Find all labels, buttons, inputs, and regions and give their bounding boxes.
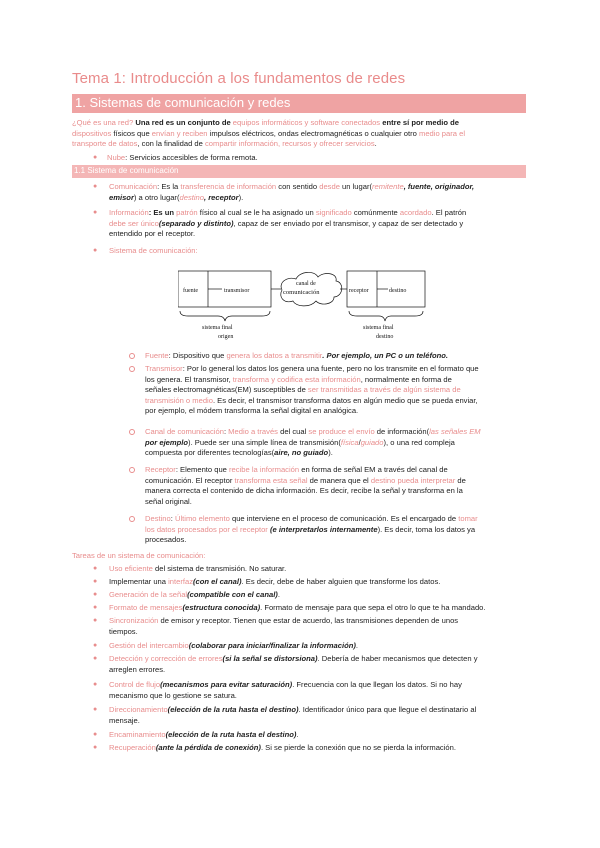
diagram-sistema-destino-2: destino: [376, 334, 394, 340]
canal-text: por ejemplo: [145, 437, 189, 447]
tarea-item: [109, 564, 526, 575]
tarea-text: (elección de la ruta hasta el destino): [167, 705, 299, 714]
circle-bullet-icon: [129, 467, 135, 473]
diagram-fuente: fuente: [183, 288, 198, 294]
tarea-text: . Frecuencia con la que llegan los datos. Si no hay: [292, 680, 462, 689]
diagram-sistema-origen-2: origen: [218, 334, 234, 340]
diagram-canal-2: comunicación: [283, 289, 320, 296]
informacion-highlight: acordado: [399, 208, 432, 217]
tarea-text: mensaje.: [109, 715, 140, 725]
tarea-item: [109, 603, 526, 614]
intro-highlight: medio para el: [419, 128, 466, 138]
tarea-item: [109, 680, 526, 701]
tarea-item: [109, 577, 526, 588]
comunicacion-text: ) a otro lugar(: [133, 192, 180, 202]
receptor-text: : Elemento que: [175, 465, 230, 474]
tarea-text: (colaborar para iniciar/finalizar la información): [188, 641, 356, 650]
tarea-text: (elección de la ruta hasta el destino): [165, 730, 297, 739]
fuente-item: [145, 351, 526, 362]
diagram-transmisor: transmisor: [224, 288, 250, 294]
bullet-icon: ●: [93, 681, 98, 688]
tarea-item: [109, 730, 526, 741]
receptor-label: Receptor: [145, 465, 176, 474]
circle-bullet-icon: [129, 366, 135, 372]
bullet-icon: ●: [93, 604, 98, 611]
comunicacion-highlight: remitente: [372, 182, 404, 191]
nube-label: Nube: [107, 153, 126, 162]
tarea-text: arreglen errores.: [109, 664, 166, 674]
comunicacion-label: Comunicación: [109, 182, 158, 191]
canal-highlight: las señales EM: [429, 427, 481, 436]
bullet-icon: ●: [93, 565, 98, 572]
canal-highlight: guiado: [360, 437, 384, 447]
tarea-label: Detección y corrección de errores: [109, 654, 223, 663]
bullet-icon: ●: [93, 706, 98, 713]
comunicacion-item: [109, 182, 526, 203]
tarea-item: [109, 616, 526, 637]
canal-text: de información(: [374, 427, 430, 436]
canal-label: Canal de comunicación: [145, 427, 224, 436]
comunicacion-text: con sentido: [276, 182, 320, 191]
comunicacion-highlight: desde: [319, 182, 340, 191]
comunicacion-highlight: transferencia de información: [180, 182, 277, 191]
diagram-destino: destino: [389, 288, 407, 294]
canal-text: ). Puede ser una simple línea de transmisión(: [188, 437, 341, 447]
fuente-label: Fuente: [145, 351, 169, 360]
informacion-text: : Es un: [148, 208, 177, 217]
receptor-highlight: destino pueda interpretar: [370, 475, 456, 485]
tarea-text: . Identificador único para que llegue el destinatario al: [298, 705, 477, 714]
informacion-highlight: significado: [315, 208, 352, 217]
intro-text: entre sí por medio de: [380, 118, 460, 127]
diagram-receptor: receptor: [349, 288, 369, 294]
transmisor-text: , normalmente en forma de: [360, 374, 452, 384]
fuente-text: : Dispositivo que: [168, 351, 227, 360]
informacion-text: . El patrón: [431, 208, 467, 217]
diagram-sistema-destino-1: sistema final: [363, 325, 394, 331]
informacion-text: , capaz de ser enviado por el transmisor, y capaz de ser detectado y: [233, 218, 464, 228]
intro-highlight: transporte de datos: [72, 139, 138, 149]
subsection-heading: 1.1 Sistema de comunicación: [74, 166, 179, 175]
intro-text: impulsos eléctricos, ondas electromagnéticas o cualquier otro: [207, 128, 419, 138]
bullet-icon: ●: [93, 209, 98, 216]
intro-highlight: compartir información, recursos y ofrecer servicios: [204, 139, 375, 149]
tarea-text: tiempos.: [109, 626, 138, 636]
tarea-label: interfaz: [168, 577, 193, 586]
tarea-item: [109, 641, 526, 652]
tarea-label: Sincronización: [109, 616, 159, 625]
receptor-text: comunicación. El receptor: [145, 475, 235, 485]
destino-highlight: Último elemento: [174, 514, 230, 523]
transmisor-item: [145, 364, 526, 417]
subsection-heading-band: [72, 165, 526, 178]
receptor-item: [145, 465, 526, 507]
brace-destination: [349, 311, 423, 321]
destino-text: ). Es decir, toma los datos ya: [377, 524, 476, 534]
transmisor-label: Transmisor: [145, 364, 183, 373]
tarea-text: del sistema de transmisión. No saturar.: [152, 564, 287, 573]
informacion-text: comúnmente: [351, 208, 400, 217]
informacion-item: [109, 208, 526, 240]
bullet-icon: ●: [93, 578, 98, 585]
tarea-text: .: [355, 641, 359, 650]
tarea-text: . Formato de mensaje para que sepa el otro lo que te ha mandado.: [260, 603, 486, 612]
intro-text: Una red es un conjunto de: [133, 118, 233, 127]
circle-bullet-icon: [129, 516, 135, 522]
bullet-icon: ●: [93, 247, 98, 254]
receptor-text: de manera que el: [307, 475, 371, 485]
destino-highlight: los datos procesados por el receptor: [145, 524, 268, 534]
canal-text: compuesta por diferentes tecnologías(: [145, 448, 275, 458]
fuente-text: . Por ejemplo, un PC o un teléfono.: [322, 351, 449, 360]
intro-text: físicos que: [111, 128, 152, 138]
receptor-highlight: transforma esta señal: [234, 475, 308, 485]
bullet-icon: ●: [93, 731, 98, 738]
tarea-text: de emisor y receptor. Tienen que estar de acuerdo, las transmisiones dependen de unos: [158, 616, 459, 625]
sistema-label: Sistema de comunicación:: [109, 246, 198, 255]
tarea-text: (compatible con el canal): [187, 590, 278, 599]
tarea-text: .: [296, 730, 299, 739]
circle-bullet-icon: [129, 429, 135, 435]
destino-text: (e interpretarlos internamente: [267, 524, 378, 534]
bullet-icon: ●: [93, 642, 98, 649]
fuente-highlight: genera los datos a transmitir: [226, 351, 323, 360]
tarea-text: (si la señal se distorsiona): [222, 654, 318, 663]
canal-text: del cual: [277, 427, 309, 436]
tarea-label: Uso eficiente: [109, 564, 153, 573]
informacion-highlight: patrón: [176, 208, 198, 217]
canal-highlight: Medio a través: [228, 427, 278, 436]
tarea-text: .: [277, 590, 280, 599]
intro-highlight: equipos informáticos y software conectados: [232, 118, 381, 127]
tarea-text: (con el canal): [193, 577, 242, 586]
section-heading-band: [72, 94, 526, 113]
tarea-label: Formato de mensajes: [109, 603, 183, 612]
comunicacion-text: ).: [238, 192, 244, 202]
tarea-item: [109, 590, 526, 601]
intro-question: ¿Qué es una red?: [72, 118, 134, 127]
nube-text: : Servicios accesibles de forma remota.: [125, 153, 258, 162]
informacion-highlight: debe ser único: [109, 218, 159, 228]
destino-text: :: [170, 514, 175, 523]
comunicacion-text: , fuente, originador,: [403, 182, 475, 191]
informacion-label: Información: [109, 208, 149, 217]
transmisor-highlight: ser transmitidas a través de algún sistema de: [307, 385, 461, 395]
tarea-label: Generación de la señal: [109, 590, 188, 599]
tarea-text: . Es decir, debe de haber alguien que transforme los datos.: [241, 577, 441, 586]
receptor-text: en forma de señal EM a través del canal de: [299, 465, 448, 474]
comunicacion-highlight: destino: [179, 192, 204, 202]
informacion-text: (separado y distinto): [158, 218, 234, 228]
comunicacion-text: : Es la: [157, 182, 181, 191]
diagram-sistema-origen-1: sistema final: [202, 325, 233, 331]
tarea-label: Encaminamiento: [109, 730, 166, 739]
tarea-text: Implementar una: [109, 577, 169, 586]
tarea-label: Direccionamiento: [109, 705, 168, 714]
comunicacion-text: emisor: [109, 192, 134, 202]
bullet-icon: ●: [93, 617, 98, 624]
section-heading: 1. Sistemas de comunicación y redes: [75, 95, 291, 110]
destino-item: [145, 514, 526, 546]
circle-bullet-icon: [129, 353, 135, 359]
tarea-text: mecanismo que lo gestione se satura.: [109, 690, 237, 700]
intro-text: , con la finalidad de: [137, 139, 205, 149]
bullet-icon: ●: [93, 744, 98, 751]
canal-item: [145, 427, 526, 459]
bullet-icon: ●: [93, 154, 98, 161]
intro-paragraph: [72, 118, 526, 150]
transmisor-text: los genera. El transmisor,: [145, 374, 233, 384]
destino-text: que interviene en el proceso de comunicación. Es el encargado de: [229, 514, 459, 523]
informacion-text: entendido por el receptor.: [109, 229, 196, 239]
tarea-text: (mecanismos para evitar saturación): [160, 680, 293, 689]
communication-diagram: [178, 268, 428, 350]
informacion-text: físico al cual se le ha asignado un: [197, 208, 316, 217]
transmisor-highlight: transmisión o medio: [145, 395, 213, 405]
tarea-text: . Debería de haber mecanismos que detecten y: [317, 654, 478, 663]
transmisor-text: por ejemplo, el módem transforma la señal digital en analógica.: [145, 406, 359, 416]
transmisor-text: señales electromagnéticas(EM) susceptibles de: [145, 385, 308, 395]
canal-text: ), o una red compleja: [383, 437, 455, 447]
bullet-icon: ●: [93, 591, 98, 598]
transmisor-text: : Por lo general los datos los genera una fuente, pero no los transmite en el formato que: [182, 364, 479, 373]
canal-text: aire, no guiado: [274, 448, 329, 458]
tareas-heading: Tareas de un sistema de comunicación:: [72, 551, 206, 560]
bullet-icon: ●: [93, 183, 98, 190]
bullet-icon: ●: [93, 655, 98, 662]
tarea-text: (ante la pérdida de conexión): [155, 743, 261, 752]
destino-highlight: tomar: [458, 514, 478, 523]
receptor-text: señal original.: [145, 496, 192, 506]
canal-text: /: [358, 437, 361, 447]
canal-text: :: [223, 427, 229, 436]
tarea-item: [109, 743, 526, 754]
intro-highlight: dispositivos: [72, 128, 112, 138]
tarea-label: Recuperación: [109, 743, 156, 752]
transmisor-text: . Es decir, el transmisor transforma datos en algún medio que se pueda enviar,: [212, 395, 478, 405]
tarea-label: Control de flujo: [109, 680, 161, 689]
tarea-label: Gestión del intercambio: [109, 641, 189, 650]
canal-highlight: física: [340, 437, 359, 447]
tarea-text: . Si se pierde la conexión que no se pierda la información.: [260, 743, 456, 752]
canal-highlight: se produce el envío: [308, 427, 375, 436]
comunicacion-text: , receptor: [204, 192, 239, 202]
intro-highlight: envían y reciben: [151, 128, 208, 138]
canal-text: ).: [328, 448, 333, 458]
tarea-text: (estructura conocida): [182, 603, 261, 612]
comunicacion-text: un lugar(: [339, 182, 373, 191]
receptor-text: manera correcta el contenido de dicha información. Es decir, recibe la señal y transforma en la: [145, 486, 463, 496]
brace-origin: [180, 311, 270, 321]
receptor-text: de: [455, 475, 466, 485]
destino-label: Destino: [145, 514, 171, 523]
page-title: Tema 1: Introducción a los fundamentos de redes: [72, 70, 406, 87]
diagram-canal-1: canal de: [296, 281, 316, 287]
destino-text: procesados.: [145, 535, 187, 545]
tarea-item: [109, 654, 526, 675]
receptor-highlight: recibe la información: [229, 465, 300, 474]
nube-item: [107, 153, 258, 164]
transmisor-highlight: transforma y codifica esta información: [232, 374, 361, 384]
tarea-item: [109, 705, 526, 726]
intro-text: .: [374, 139, 377, 149]
